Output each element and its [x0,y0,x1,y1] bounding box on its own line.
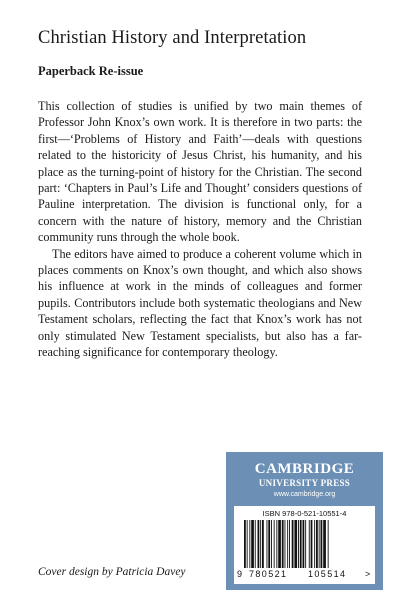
edition-label: Paperback Re-issue [38,64,144,78]
barcode-digit-end: > [365,569,371,579]
publisher-url: www.cambridge.org [273,491,336,498]
barcode-digits-left: 780521 [249,569,288,579]
cover-credit: Cover design by Patricia Davey [38,566,186,578]
isbn-label: ISBN 978-0-521-10551-4 [262,509,347,518]
barcode-icon [244,520,365,570]
blurb [38,98,362,361]
barcode-digit-first: 9 [237,569,243,579]
barcode-digits-right: 105514 [308,569,347,579]
publisher-name: CAMBRIDGE [254,461,355,477]
blurb-paragraph: The editors have aimed to produce a coherent volume which in places comments on Knox’s own thought, and which also shows his influence at work in the minds of colleagues and former pupils. Contributors include both systematic theologians and New Testament scholars, reflecting the fact that Knox’s work has not only stimulated New Testament specialists, but also has a far-reaching significance for contemporary theology. [38,246,362,360]
barcode-card [234,506,375,584]
publisher-subname: UNIVERSITY PRESS [258,478,351,488]
blurb-paragraph: This collection of studies is unified by two main themes of Professor John Knox’s own work. It is therefore in two parts: the first—‘Problems of History and Faith’—deals with questions related to the historicity of Jesus Christ, his humanity, and his place as the turning-point of history for the Christian. The second part: ‘Chapters in Paul’s Life and Thought’ considers questions of Pauline interpretation. The division is functional only, for a concern with the nature of history, memory and the Christian community runs through the whole book. [38,99,362,245]
book-title: Christian History and Interpretation [38,28,307,48]
publisher-panel [226,452,383,590]
